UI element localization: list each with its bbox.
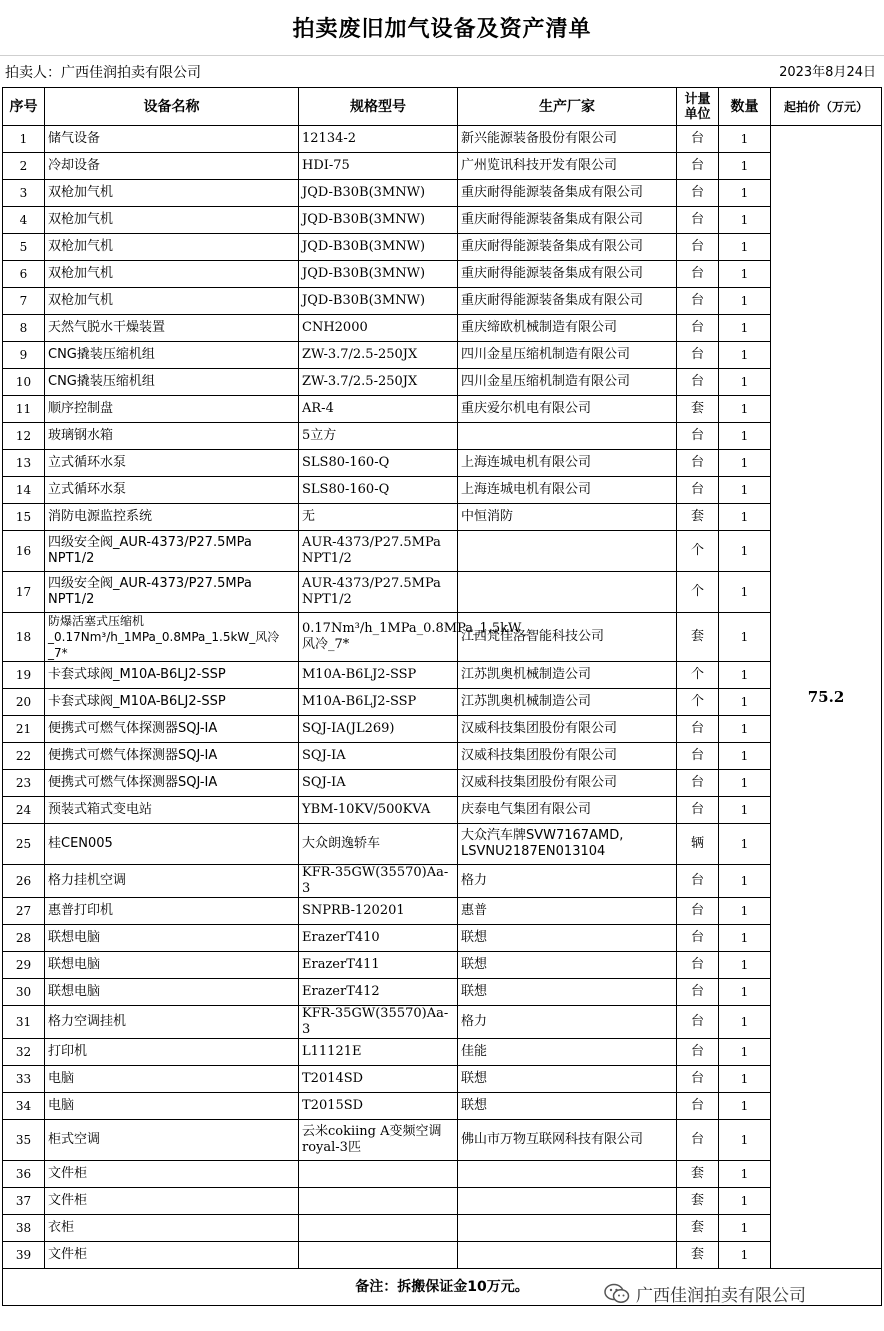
row-maker (458, 1188, 677, 1215)
row-qty: 1 (719, 1188, 771, 1215)
row-name: 电脑 (45, 1066, 299, 1093)
row-qty: 1 (719, 613, 771, 662)
row-qty: 1 (719, 1066, 771, 1093)
row-model: YBM-10KV/500KVA (299, 797, 458, 824)
table-row (3, 689, 882, 716)
row-qty: 1 (719, 261, 771, 288)
row-name: 格力挂机空调 (45, 865, 299, 898)
row-name: 电脑 (45, 1093, 299, 1120)
row-maker: 重庆耐得能源装备集成有限公司 (458, 234, 677, 261)
row-unit: 个 (677, 662, 719, 689)
row-name: 便携式可燃气体探测器SQJ-IA (45, 716, 299, 743)
row-unit: 套 (677, 1215, 719, 1242)
row-maker: 上海连城电机有限公司 (458, 477, 677, 504)
row-model: AUR-4373/P27.5MPa NPT1/2 (299, 531, 458, 572)
row-no: 2 (3, 153, 45, 180)
wechat-icon (604, 1283, 630, 1305)
row-unit: 台 (677, 743, 719, 770)
row-qty: 1 (719, 423, 771, 450)
row-name: 便携式可燃气体探测器SQJ-IA (45, 770, 299, 797)
table-row (3, 369, 882, 396)
row-maker (458, 531, 677, 572)
table-header-row (3, 88, 882, 126)
table-row (3, 1188, 882, 1215)
row-name: 天然气脱水干燥装置 (45, 315, 299, 342)
table-row (3, 1120, 882, 1161)
header-price: 起拍价（万元） (771, 88, 882, 126)
row-no: 26 (3, 865, 45, 898)
row-qty: 1 (719, 1006, 771, 1039)
row-name: CNG撬装压缩机组 (45, 342, 299, 369)
row-maker (458, 1215, 677, 1242)
row-model: 云米cokiing A变频空调royal-3匹 (299, 1120, 458, 1161)
row-unit: 台 (677, 770, 719, 797)
row-no: 28 (3, 925, 45, 952)
header-qty: 数量 (719, 88, 771, 126)
row-name: 双枪加气机 (45, 207, 299, 234)
row-unit: 台 (677, 342, 719, 369)
row-maker: 大众汽车牌SVW7167AMD, LSVNU2187EN013104 (458, 824, 677, 865)
row-model (299, 1161, 458, 1188)
row-maker: 联想 (458, 1093, 677, 1120)
header-unit (677, 88, 719, 126)
row-model: ErazerT410 (299, 925, 458, 952)
row-maker: 联想 (458, 1066, 677, 1093)
row-no: 7 (3, 288, 45, 315)
row-unit: 台 (677, 1039, 719, 1066)
row-no: 20 (3, 689, 45, 716)
row-maker: 江西梵佳洛智能科技公司 (458, 613, 677, 662)
row-unit: 台 (677, 180, 719, 207)
row-maker: 广州览讯科技开发有限公司 (458, 153, 677, 180)
row-unit: 台 (677, 450, 719, 477)
row-model: HDI-75 (299, 153, 458, 180)
row-unit: 套 (677, 504, 719, 531)
row-maker: 佳能 (458, 1039, 677, 1066)
row-name: 冷却设备 (45, 153, 299, 180)
row-unit: 个 (677, 689, 719, 716)
row-model: 大众朗逸轿车 (299, 824, 458, 865)
row-name: 顺序控制盘 (45, 396, 299, 423)
row-name: 预装式箱式变电站 (45, 797, 299, 824)
row-no: 3 (3, 180, 45, 207)
row-no: 32 (3, 1039, 45, 1066)
table-row (3, 925, 882, 952)
table-row (3, 1039, 882, 1066)
row-qty: 1 (719, 898, 771, 925)
row-name: 四级安全阀_AUR-4373/P27.5MPa NPT1/2 (45, 531, 299, 572)
row-qty: 1 (719, 1093, 771, 1120)
row-unit: 台 (677, 423, 719, 450)
watermark-text: 广西佳润拍卖有限公司 (636, 1286, 806, 1306)
row-unit: 套 (677, 396, 719, 423)
table-row (3, 770, 882, 797)
row-model (299, 1188, 458, 1215)
row-qty: 1 (719, 952, 771, 979)
row-no: 29 (3, 952, 45, 979)
row-maker (458, 1161, 677, 1188)
row-model: JQD-B30B(3MNW) (299, 180, 458, 207)
row-unit: 台 (677, 207, 719, 234)
header-name: 设备名称 (45, 88, 299, 126)
row-name: 储气设备 (45, 126, 299, 153)
table-row (3, 743, 882, 770)
row-maker: 格力 (458, 865, 677, 898)
row-maker: 联想 (458, 925, 677, 952)
row-model: M10A-B6LJ2-SSP (299, 689, 458, 716)
row-qty: 1 (719, 450, 771, 477)
table-row (3, 180, 882, 207)
row-name: 便携式可燃气体探测器SQJ-IA (45, 743, 299, 770)
row-qty: 1 (719, 1120, 771, 1161)
row-no: 18 (3, 613, 45, 662)
row-unit: 台 (677, 1066, 719, 1093)
row-unit: 台 (677, 288, 719, 315)
row-maker: 中恒消防 (458, 504, 677, 531)
table-row (3, 396, 882, 423)
row-no: 35 (3, 1120, 45, 1161)
row-unit: 台 (677, 979, 719, 1006)
table-row (3, 1093, 882, 1120)
row-no: 15 (3, 504, 45, 531)
row-model: SLS80-160-Q (299, 477, 458, 504)
document-title: 拍卖废旧加气设备及资产清单 (292, 16, 592, 42)
row-qty: 1 (719, 770, 771, 797)
row-unit: 套 (677, 1161, 719, 1188)
row-name: 打印机 (45, 1039, 299, 1066)
row-no: 1 (3, 126, 45, 153)
row-qty: 1 (719, 477, 771, 504)
row-model (299, 1215, 458, 1242)
row-maker: 江苏凯奥机械制造公司 (458, 662, 677, 689)
header-no: 序号 (3, 88, 45, 126)
row-qty: 1 (719, 1161, 771, 1188)
row-no: 17 (3, 572, 45, 613)
row-model: 5立方 (299, 423, 458, 450)
row-maker: 上海连城电机有限公司 (458, 450, 677, 477)
row-maker: 佛山市万物互联网科技有限公司 (458, 1120, 677, 1161)
row-qty: 1 (719, 1215, 771, 1242)
row-unit: 辆 (677, 824, 719, 865)
row-maker: 重庆缔欧机械制造有限公司 (458, 315, 677, 342)
row-name: 文件柜 (45, 1161, 299, 1188)
row-maker: 重庆耐得能源装备集成有限公司 (458, 207, 677, 234)
row-no: 23 (3, 770, 45, 797)
row-no: 34 (3, 1093, 45, 1120)
row-qty: 1 (719, 662, 771, 689)
header-unit-line2: 单位 (684, 106, 711, 122)
table-row (3, 662, 882, 689)
row-qty: 1 (719, 824, 771, 865)
row-name: 四级安全阀_AUR-4373/P27.5MPa NPT1/2 (45, 572, 299, 613)
table-row (3, 824, 882, 865)
row-qty: 1 (719, 716, 771, 743)
row-qty: 1 (719, 504, 771, 531)
table-row (3, 1242, 882, 1269)
table-row (3, 898, 882, 925)
table-row (3, 477, 882, 504)
row-no: 13 (3, 450, 45, 477)
row-model: 0.17Nm³/h_1MPa_0.8MPa_1.5kW_风冷_7* (299, 613, 458, 662)
table-row (3, 979, 882, 1006)
row-model: SNPRB-120201 (299, 898, 458, 925)
row-qty: 1 (719, 531, 771, 572)
row-name: 消防电源监控系统 (45, 504, 299, 531)
row-model: T2015SD (299, 1093, 458, 1120)
row-unit: 台 (677, 898, 719, 925)
row-name: 联想电脑 (45, 979, 299, 1006)
row-model: SQJ-IA (299, 770, 458, 797)
row-name: 格力空调挂机 (45, 1006, 299, 1039)
row-name: 双枪加气机 (45, 234, 299, 261)
row-qty: 1 (719, 865, 771, 898)
table-row (3, 450, 882, 477)
title-divider (0, 55, 884, 56)
row-name: 双枪加气机 (45, 261, 299, 288)
row-maker: 格力 (458, 1006, 677, 1039)
row-qty: 1 (719, 925, 771, 952)
row-no: 12 (3, 423, 45, 450)
row-model: KFR-35GW(35570)Aa-3 (299, 1006, 458, 1039)
starting-price-cell: 75.2 (771, 126, 882, 1269)
table-row (3, 261, 882, 288)
table-row (3, 716, 882, 743)
table-row (3, 126, 882, 153)
row-unit: 个 (677, 572, 719, 613)
table-row (3, 952, 882, 979)
row-unit: 台 (677, 1093, 719, 1120)
row-unit: 台 (677, 1006, 719, 1039)
row-no: 36 (3, 1161, 45, 1188)
row-no: 31 (3, 1006, 45, 1039)
row-unit: 台 (677, 716, 719, 743)
row-unit: 台 (677, 865, 719, 898)
row-no: 19 (3, 662, 45, 689)
table-row (3, 504, 882, 531)
row-no: 25 (3, 824, 45, 865)
row-qty: 1 (719, 689, 771, 716)
row-qty: 1 (719, 979, 771, 1006)
row-unit: 台 (677, 315, 719, 342)
row-maker: 四川金星压缩机制造有限公司 (458, 342, 677, 369)
row-unit: 个 (677, 531, 719, 572)
document-date: 2023年8月24日 (779, 65, 876, 80)
row-name: 卡套式球阀_M10A-B6LJ2-SSP (45, 662, 299, 689)
row-no: 8 (3, 315, 45, 342)
row-model (299, 1242, 458, 1269)
row-name: 文件柜 (45, 1188, 299, 1215)
row-no: 24 (3, 797, 45, 824)
row-model: JQD-B30B(3MNW) (299, 234, 458, 261)
table-row (3, 1006, 882, 1039)
row-no: 4 (3, 207, 45, 234)
table-row (3, 613, 882, 662)
row-no: 5 (3, 234, 45, 261)
row-qty: 1 (719, 743, 771, 770)
row-maker: 惠普 (458, 898, 677, 925)
row-unit: 台 (677, 369, 719, 396)
row-qty: 1 (719, 234, 771, 261)
row-maker: 汉威科技集团股份有限公司 (458, 743, 677, 770)
table-row (3, 423, 882, 450)
row-qty: 1 (719, 1242, 771, 1269)
row-model: M10A-B6LJ2-SSP (299, 662, 458, 689)
row-maker: 四川金星压缩机制造有限公司 (458, 369, 677, 396)
row-qty: 1 (719, 288, 771, 315)
table-body (3, 126, 882, 1269)
table-row (3, 1066, 882, 1093)
row-model: ErazerT411 (299, 952, 458, 979)
row-unit: 套 (677, 613, 719, 662)
header-model: 规格型号 (299, 88, 458, 126)
row-maker: 联想 (458, 979, 677, 1006)
row-qty: 1 (719, 207, 771, 234)
row-name: 双枪加气机 (45, 180, 299, 207)
row-maker: 汉威科技集团股份有限公司 (458, 716, 677, 743)
row-maker: 重庆耐得能源装备集成有限公司 (458, 288, 677, 315)
row-maker (458, 1242, 677, 1269)
row-name: 玻璃钢水箱 (45, 423, 299, 450)
header-maker: 生产厂家 (458, 88, 677, 126)
table-row (3, 531, 882, 572)
row-model: JQD-B30B(3MNW) (299, 207, 458, 234)
header-unit-line1: 计量 (684, 91, 711, 107)
row-unit: 台 (677, 477, 719, 504)
asset-table (2, 87, 882, 1306)
row-no: 33 (3, 1066, 45, 1093)
row-unit: 台 (677, 952, 719, 979)
row-model: AR-4 (299, 396, 458, 423)
row-no: 6 (3, 261, 45, 288)
row-no: 22 (3, 743, 45, 770)
row-name: 防爆活塞式压缩机_0.17Nm³/h_1MPa_0.8MPa_1.5kW_风冷_7* (45, 613, 299, 662)
row-unit: 套 (677, 1242, 719, 1269)
row-name: 柜式空调 (45, 1120, 299, 1161)
row-qty: 1 (719, 572, 771, 613)
seller-label: 拍卖人：广西佳润拍卖有限公司 (5, 65, 201, 81)
row-maker: 重庆爱尔机电有限公司 (458, 396, 677, 423)
row-qty: 1 (719, 369, 771, 396)
row-model: ErazerT412 (299, 979, 458, 1006)
row-maker: 庆泰电气集团有限公司 (458, 797, 677, 824)
row-name: 双枪加气机 (45, 288, 299, 315)
table-row (3, 288, 882, 315)
row-no: 37 (3, 1188, 45, 1215)
row-model: ZW-3.7/2.5-250JX (299, 342, 458, 369)
row-model: CNH2000 (299, 315, 458, 342)
row-model: ZW-3.7/2.5-250JX (299, 369, 458, 396)
row-name: 衣柜 (45, 1215, 299, 1242)
row-name: 联想电脑 (45, 925, 299, 952)
row-model: SQJ-IA(JL269) (299, 716, 458, 743)
row-qty: 1 (719, 180, 771, 207)
row-model: 无 (299, 504, 458, 531)
row-no: 14 (3, 477, 45, 504)
row-no: 10 (3, 369, 45, 396)
row-name: CNG撬装压缩机组 (45, 369, 299, 396)
row-no: 9 (3, 342, 45, 369)
table-row (3, 865, 882, 898)
table-row (3, 797, 882, 824)
row-model: 12134-2 (299, 126, 458, 153)
row-maker: 江苏凯奥机械制造公司 (458, 689, 677, 716)
row-name: 立式循环水泵 (45, 450, 299, 477)
row-unit: 台 (677, 797, 719, 824)
row-unit: 套 (677, 1188, 719, 1215)
row-no: 16 (3, 531, 45, 572)
row-name: 文件柜 (45, 1242, 299, 1269)
note-cell: 备注：拆搬保证金10万元。 (3, 1269, 882, 1306)
row-qty: 1 (719, 342, 771, 369)
row-unit: 台 (677, 261, 719, 288)
row-name: 惠普打印机 (45, 898, 299, 925)
table-row (3, 1215, 882, 1242)
row-qty: 1 (719, 126, 771, 153)
table-row (3, 153, 882, 180)
row-unit: 台 (677, 153, 719, 180)
row-unit: 台 (677, 126, 719, 153)
row-model: KFR-35GW(35570)Aa-3 (299, 865, 458, 898)
row-model: T2014SD (299, 1066, 458, 1093)
row-no: 30 (3, 979, 45, 1006)
row-qty: 1 (719, 153, 771, 180)
table-row (3, 207, 882, 234)
table-row (3, 234, 882, 261)
table-row (3, 572, 882, 613)
row-maker (458, 423, 677, 450)
row-model: JQD-B30B(3MNW) (299, 261, 458, 288)
row-unit: 台 (677, 1120, 719, 1161)
row-name: 联想电脑 (45, 952, 299, 979)
row-model: AUR-4373/P27.5MPa NPT1/2 (299, 572, 458, 613)
row-qty: 1 (719, 315, 771, 342)
row-no: 11 (3, 396, 45, 423)
row-unit: 台 (677, 234, 719, 261)
row-no: 39 (3, 1242, 45, 1269)
table-row (3, 1161, 882, 1188)
watermark (604, 1281, 806, 1306)
row-maker: 汉威科技集团股份有限公司 (458, 770, 677, 797)
row-unit: 台 (677, 925, 719, 952)
row-model: SLS80-160-Q (299, 450, 458, 477)
row-name: 立式循环水泵 (45, 477, 299, 504)
row-model: SQJ-IA (299, 743, 458, 770)
row-no: 21 (3, 716, 45, 743)
row-no: 27 (3, 898, 45, 925)
row-maker: 重庆耐得能源装备集成有限公司 (458, 261, 677, 288)
row-name: 卡套式球阀_M10A-B6LJ2-SSP (45, 689, 299, 716)
row-maker: 新兴能源装备股份有限公司 (458, 126, 677, 153)
row-name: 桂CEN005 (45, 824, 299, 865)
table-row (3, 342, 882, 369)
row-maker (458, 572, 677, 613)
row-maker: 重庆耐得能源装备集成有限公司 (458, 180, 677, 207)
row-model: JQD-B30B(3MNW) (299, 288, 458, 315)
table-row (3, 315, 882, 342)
row-model: L11121E (299, 1039, 458, 1066)
row-no: 38 (3, 1215, 45, 1242)
row-maker: 联想 (458, 952, 677, 979)
row-qty: 1 (719, 396, 771, 423)
row-qty: 1 (719, 797, 771, 824)
row-qty: 1 (719, 1039, 771, 1066)
